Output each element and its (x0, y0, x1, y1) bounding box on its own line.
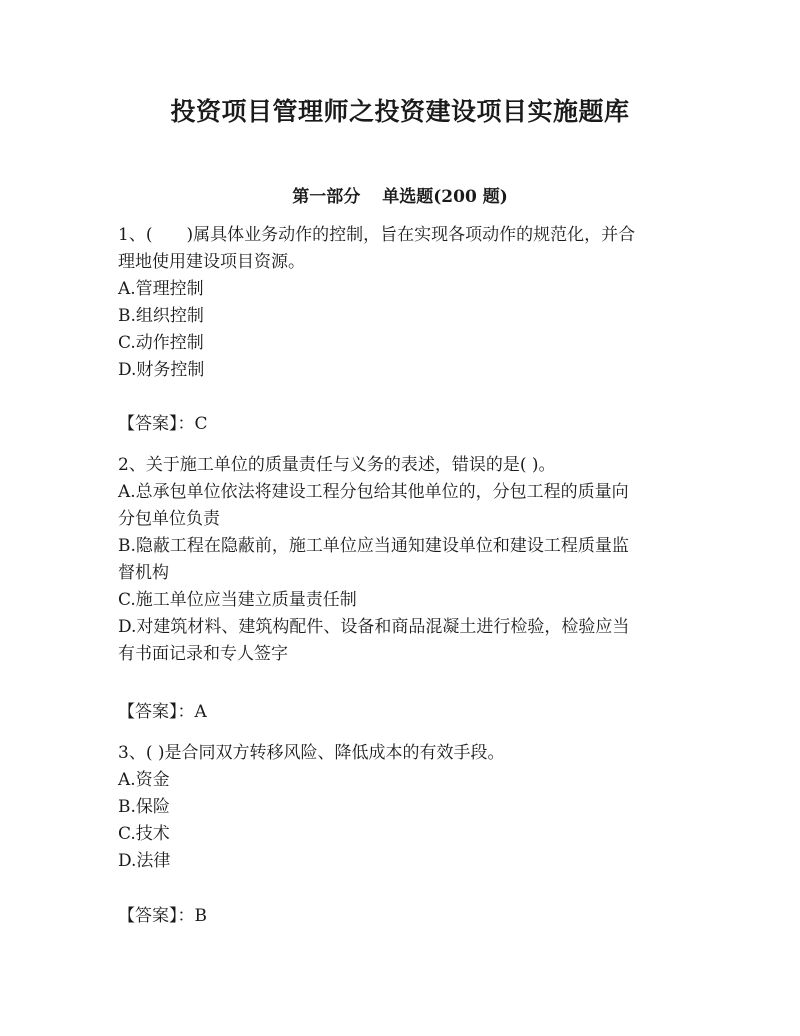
option-d: D.对建筑材料、建筑构配件、设备和商品混凝土进行检验，检验应当 (118, 617, 630, 637)
question-stem-line: 2、关于施工单位的质量责任与义务的表述，错误的是( )。 (118, 455, 556, 475)
answer-3: 【答案】：B (118, 906, 207, 926)
answer-1: 【答案】：C (118, 414, 208, 434)
option-b: B.组织控制 (118, 306, 204, 326)
question-stem-line: 理地使用建设项目资源。 (118, 252, 305, 272)
option-b: B.隐蔽工程在隐蔽前，施工单位应当通知建设单位和建设工程质量监 (118, 536, 629, 556)
option-c: C.施工单位应当建立质量责任制 (118, 590, 357, 610)
document-title: 投资项目管理师之投资建设项目实施题库 (170, 97, 630, 126)
option-c: C.动作控制 (118, 333, 204, 353)
option-d: D.法律 (118, 851, 171, 871)
option-a-continued: 分包单位负责 (118, 509, 220, 529)
question-3 (118, 740, 678, 875)
section-part: 第一部分 (292, 187, 361, 207)
option-d: D.财务控制 (118, 360, 205, 380)
option-d-continued: 有书面记录和专人签字 (118, 644, 288, 664)
question-stem-line: 3、( )是合同双方转移风险、降低成本的有效手段。 (118, 743, 505, 763)
question-stem-line: 1、( )属具体业务动作的控制，旨在实现各项动作的规范化，并合 (118, 225, 636, 245)
question-2 (118, 452, 678, 668)
option-a: A.资金 (118, 770, 170, 790)
option-b: B.保险 (118, 797, 170, 817)
option-c: C.技术 (118, 824, 170, 844)
answer-2: 【答案】：A (118, 702, 207, 722)
question-1 (118, 222, 678, 384)
option-a: A.管理控制 (118, 279, 204, 299)
option-a: A.总承包单位依法将建设工程分包给其他单位的，分包工程的质量向 (118, 482, 629, 502)
section-name: 单选题(200 题) (382, 187, 508, 207)
option-b-continued: 督机构 (118, 563, 169, 583)
section-heading (0, 182, 800, 207)
